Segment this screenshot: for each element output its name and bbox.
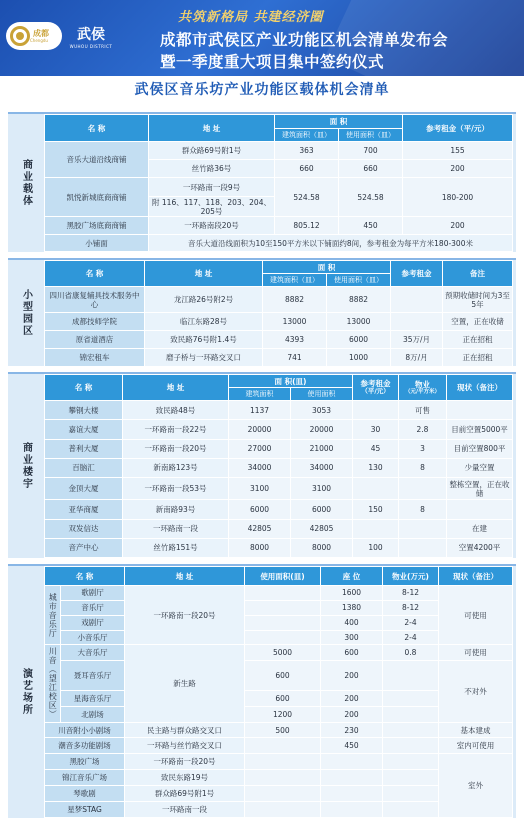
table-header-row <box>45 567 513 586</box>
commercial-building-section <box>8 372 516 558</box>
cell-address: 一环路南一段22号 <box>123 420 229 439</box>
logo-text: 成都 <box>33 29 49 38</box>
cell-status: 室内可使用 <box>439 738 513 754</box>
table-row <box>45 458 513 477</box>
table-row <box>45 519 513 538</box>
col-rent: 参考租金（平/元） <box>403 115 513 142</box>
cell-property: 8-12 <box>383 586 439 601</box>
cell-address: 一环路南一段53号 <box>123 478 229 500</box>
cell-building: 805.12 <box>275 217 339 235</box>
table-row <box>45 401 513 420</box>
table-row <box>45 738 513 754</box>
col-area: 面 积 <box>275 115 403 129</box>
table-row <box>45 235 513 252</box>
commercial-carrier-table <box>44 114 513 252</box>
cell-property: 8-12 <box>383 600 439 615</box>
cell-address: 民主路与群众路交叉口 <box>125 722 245 738</box>
banner-title-line2: 暨一季度重大项目集中签约仪式 <box>160 53 385 71</box>
cell-name: 普利大厦 <box>45 439 123 458</box>
cell-usable <box>245 738 321 754</box>
table-row <box>45 420 513 439</box>
section-label <box>8 260 44 366</box>
cell-usable: 5000 <box>245 645 321 661</box>
cell-rent: 155 <box>403 142 513 160</box>
venues-table <box>44 566 513 818</box>
col-name: 名 称 <box>45 115 149 142</box>
cell-rent: 180-200 <box>403 178 513 217</box>
cell-status: 空置4200平 <box>447 538 513 557</box>
cell-address: 一环路南一段 <box>123 519 229 538</box>
table-row <box>45 142 513 160</box>
cell-usable: 3053 <box>291 401 353 420</box>
cell-note: 正在招租 <box>443 331 513 349</box>
cell-usable <box>245 615 321 630</box>
table-row <box>45 661 513 691</box>
cell-building: 1137 <box>229 401 291 420</box>
cell-name: 琴歌剧 <box>45 786 125 802</box>
cell-usable: 700 <box>339 142 403 160</box>
cell-usable: 3100 <box>291 478 353 500</box>
cell-seats: 600 <box>321 645 383 661</box>
cell-property <box>383 770 439 786</box>
col-status: 现状（备注） <box>439 567 513 586</box>
table-row <box>45 538 513 557</box>
table-row <box>45 722 513 738</box>
cell-rent <box>353 401 399 420</box>
cell-rent <box>353 519 399 538</box>
cell-usable <box>245 770 321 786</box>
cell-note: 空置，正在收储 <box>443 313 513 331</box>
col-area: 面 积(皿) <box>229 375 353 388</box>
cell-name: 黑胶广场 <box>45 754 125 770</box>
cell-name: 音乐大道沿线商铺 <box>45 142 149 178</box>
cell-name: 大音乐厅 <box>61 645 125 661</box>
cell-name: 星海音乐厅 <box>61 690 125 706</box>
cell-usable: 600 <box>245 690 321 706</box>
cell-building: 34000 <box>229 458 291 477</box>
section-label <box>8 566 44 818</box>
cell-status: 少量空置 <box>447 458 513 477</box>
venue-group-text: 川音（望江校区） <box>48 647 58 720</box>
cell-building: 27000 <box>229 439 291 458</box>
wuhou-logo-sub: WUHOU DISTRICT <box>69 43 113 49</box>
venue-group-label <box>45 586 61 645</box>
cell-name: 戏剧厅 <box>61 615 125 630</box>
small-park-table <box>44 260 513 367</box>
cell-status: 可使用 <box>439 645 513 661</box>
cell-building: 8000 <box>229 538 291 557</box>
cell-rent: 8万/月 <box>391 349 443 367</box>
cell-rent <box>391 287 443 313</box>
col-property <box>399 375 447 401</box>
cell-seats <box>321 786 383 802</box>
col-property: 物业(万元) <box>383 567 439 586</box>
cell-address: 龙江路26号附2号 <box>145 287 263 313</box>
table-row <box>45 478 513 500</box>
col-name: 名 称 <box>45 261 145 287</box>
cell-address: 丝竹路151号 <box>123 538 229 557</box>
cell-note: 预期收储时间为3至5年 <box>443 287 513 313</box>
cell-property <box>383 722 439 738</box>
table-row <box>45 586 513 601</box>
cell-address: 一环路南一段20号 <box>125 586 245 645</box>
cell-name: 聂耳音乐厅 <box>61 661 125 691</box>
cell-building: 3100 <box>229 478 291 500</box>
small-park-section <box>8 258 516 366</box>
cell-property <box>383 754 439 770</box>
section-label-text: 商业楼宇 <box>20 442 32 490</box>
cell-name: 锦江音乐广场 <box>45 770 125 786</box>
cell-property <box>383 706 439 722</box>
col-usable-area: 使用面积 <box>291 388 353 401</box>
cell-status: 目前空置5000平 <box>447 420 513 439</box>
cell-usable: 42805 <box>291 519 353 538</box>
cell-name: 成都技师学院 <box>45 313 145 331</box>
cell-name: 星梦STAG <box>45 801 125 817</box>
cell-status: 整栋空置，正在收储 <box>447 478 513 500</box>
cell-name: 凯悦新城底商商铺 <box>45 178 149 217</box>
cell-name: 亚华商厦 <box>45 500 123 519</box>
cell-name: 歌剧厅 <box>61 586 125 601</box>
cell-name: 原省道酒店 <box>45 331 145 349</box>
cell-building: 6000 <box>229 500 291 519</box>
cell-name: 小铺面 <box>45 235 149 252</box>
cell-usable <box>245 600 321 615</box>
cell-property: 3 <box>399 439 447 458</box>
cell-building: 42805 <box>229 519 291 538</box>
cell-property: 8 <box>399 500 447 519</box>
table-row <box>45 500 513 519</box>
cell-property <box>383 801 439 817</box>
cell-building: 524.58 <box>275 178 339 217</box>
table-row <box>45 217 513 235</box>
chengdu-logo <box>6 22 62 50</box>
cell-rent: 130 <box>353 458 399 477</box>
table-row <box>45 754 513 770</box>
table-header-row <box>45 261 513 274</box>
cell-status: 基本建成 <box>439 722 513 738</box>
cell-status: 可使用 <box>439 586 513 645</box>
cell-name: 四川省康复辅具技术服务中心 <box>45 287 145 313</box>
cell-address: 群众路69号附1号 <box>125 786 245 802</box>
cell-property: 0.8 <box>383 645 439 661</box>
venue-group-label <box>45 645 61 722</box>
cell-desc: 音乐大道沿线面积为10至150平方米以下铺面约8间，参考租金为每平方米180-300米 <box>149 235 513 252</box>
cell-name: 攀钢大楼 <box>45 401 123 420</box>
cell-address: 群众路69号附1号 <box>149 142 275 160</box>
col-rent-unit: （平/元） <box>361 387 390 396</box>
cell-address: 一环路南一段 <box>125 801 245 817</box>
col-address: 地 址 <box>123 375 229 401</box>
cell-usable: 500 <box>245 722 321 738</box>
table-row <box>45 331 513 349</box>
banner <box>0 0 524 76</box>
table-row <box>45 287 513 313</box>
col-seats: 座 位 <box>321 567 383 586</box>
cell-building: 4393 <box>263 331 327 349</box>
banner-title-line1: 成都市武侯区产业功能区机会清单发布会 <box>160 31 449 49</box>
cell-usable <box>245 586 321 601</box>
cell-usable: 13000 <box>327 313 391 331</box>
col-building-area: 建筑面积 <box>229 388 291 401</box>
cell-usable: 8000 <box>291 538 353 557</box>
cell-usable: 21000 <box>291 439 353 458</box>
cell-building: 13000 <box>263 313 327 331</box>
cell-status <box>447 401 513 420</box>
cell-usable: 660 <box>339 160 403 178</box>
table-header-row <box>45 375 513 388</box>
cell-seats: 1380 <box>321 600 383 615</box>
cell-rent: 200 <box>403 217 513 235</box>
cell-address: 新生路 <box>125 645 245 722</box>
cell-usable: 1000 <box>327 349 391 367</box>
logo-sub: Chengdu <box>30 38 48 43</box>
col-rent-label: 参考租金 <box>360 379 391 389</box>
table-row <box>45 178 513 197</box>
commercial-building-table <box>44 374 513 558</box>
cell-seats: 300 <box>321 630 383 645</box>
cell-building: 363 <box>275 142 339 160</box>
cell-status: 不对外 <box>439 661 513 722</box>
cell-property <box>399 538 447 557</box>
page-title: 武侯区音乐坊产业功能区载体机会清单 <box>134 82 390 98</box>
cell-building: 660 <box>275 160 339 178</box>
cell-address: 新南路93号 <box>123 500 229 519</box>
col-note: 备注 <box>443 261 513 287</box>
cell-property <box>399 478 447 500</box>
cell-seats <box>321 754 383 770</box>
cell-name: 音乐厅 <box>61 600 125 615</box>
col-rent: 参考租金 <box>391 261 443 287</box>
cell-address: 一环路南一段20号 <box>125 754 245 770</box>
cell-name: 川音附小小剧场 <box>45 722 125 738</box>
cell-rent: 45 <box>353 439 399 458</box>
section-label-text: 商业载体 <box>20 159 32 207</box>
cell-property: 2.8 <box>399 420 447 439</box>
wuhou-logo <box>68 20 114 52</box>
cell-property <box>383 690 439 706</box>
table-row <box>45 645 513 661</box>
cell-note: 正在招租 <box>443 349 513 367</box>
col-usable-area: 使用面积（皿） <box>327 274 391 287</box>
cell-building: 8882 <box>263 287 327 313</box>
col-address: 地 址 <box>125 567 245 586</box>
cell-status: 目前空置800平 <box>447 439 513 458</box>
cell-seats: 400 <box>321 615 383 630</box>
section-label-text: 小型园区 <box>20 289 32 337</box>
cell-seats: 200 <box>321 661 383 691</box>
cell-usable <box>245 801 321 817</box>
cell-usable <box>245 754 321 770</box>
cell-seats <box>321 801 383 817</box>
venues-section <box>8 564 516 818</box>
cell-name: 金顶大厦 <box>45 478 123 500</box>
cell-usable <box>245 786 321 802</box>
cell-address: 致民路76号附1.4号 <box>145 331 263 349</box>
venue-group-text: 城市音乐厅 <box>48 592 58 638</box>
col-property-label: 物业 <box>415 379 430 389</box>
cell-seats: 200 <box>321 706 383 722</box>
cell-name: 潮音多功能剧场 <box>45 738 125 754</box>
cell-address: 一环路南一段20号 <box>123 439 229 458</box>
col-name: 名 称 <box>45 567 125 586</box>
cell-property: 8 <box>399 458 447 477</box>
cell-usable: 6000 <box>327 331 391 349</box>
col-address: 地 址 <box>149 115 275 142</box>
commercial-carrier-section <box>8 112 516 252</box>
sun-bird-icon <box>10 26 30 46</box>
cell-usable: 20000 <box>291 420 353 439</box>
col-address: 地 址 <box>145 261 263 287</box>
slogan: 共筑新格局 共建经济圈 <box>178 10 324 25</box>
cell-rent: 100 <box>353 538 399 557</box>
cell-property <box>383 661 439 691</box>
cell-seats <box>321 770 383 786</box>
cell-rent: 150 <box>353 500 399 519</box>
cell-usable: 450 <box>339 217 403 235</box>
cell-name: 北剧场 <box>61 706 125 722</box>
cell-address: 一环路南段20号 <box>149 217 275 235</box>
cell-status: 在建 <box>447 519 513 538</box>
cell-usable: 524.58 <box>339 178 403 217</box>
cell-seats: 450 <box>321 738 383 754</box>
cell-name: 双发信达 <box>45 519 123 538</box>
col-name: 名 称 <box>45 375 123 401</box>
cell-property <box>383 738 439 754</box>
cell-property: 2-4 <box>383 630 439 645</box>
cell-status: 室外 <box>439 754 513 818</box>
cell-usable: 6000 <box>291 500 353 519</box>
section-label <box>8 114 44 252</box>
cell-rent <box>353 478 399 500</box>
cell-property <box>383 786 439 802</box>
col-building-area: 建筑面积（皿） <box>275 128 339 142</box>
cell-usable: 34000 <box>291 458 353 477</box>
cell-building: 741 <box>263 349 327 367</box>
cell-usable <box>245 630 321 645</box>
cell-seats: 1600 <box>321 586 383 601</box>
table-row <box>45 349 513 367</box>
cell-address: 临江东路28号 <box>145 313 263 331</box>
cell-name: 嘉谊大厦 <box>45 420 123 439</box>
cell-seats: 200 <box>321 690 383 706</box>
col-area: 面 积 <box>263 261 391 274</box>
section-label <box>8 374 44 558</box>
cell-name: 音产中心 <box>45 538 123 557</box>
cell-rent: 35万/月 <box>391 331 443 349</box>
cell-address: 致民东路19号 <box>125 770 245 786</box>
col-usable-area: 使用面积(皿) <box>245 567 321 586</box>
cell-seats: 230 <box>321 722 383 738</box>
cell-name: 百脑汇 <box>45 458 123 477</box>
cell-usable: 1200 <box>245 706 321 722</box>
wuhou-logo-mark: 武侯 <box>77 26 105 43</box>
cell-address: 附 116、117、118、203、204、205号 <box>149 197 275 217</box>
table-row <box>45 313 513 331</box>
cell-status <box>447 500 513 519</box>
cell-property: 可售 <box>399 401 447 420</box>
cell-address: 磨子桥与一环路交叉口 <box>145 349 263 367</box>
table-row <box>45 439 513 458</box>
cell-usable: 600 <box>245 661 321 691</box>
cell-rent: 200 <box>403 160 513 178</box>
cell-name: 锦宏租车 <box>45 349 145 367</box>
col-property-unit: （元/平方米） <box>404 388 440 395</box>
cell-address: 新南路123号 <box>123 458 229 477</box>
cell-property: 2-4 <box>383 615 439 630</box>
col-usable-area: 使用面积（皿） <box>339 128 403 142</box>
col-rent <box>353 375 399 401</box>
col-status: 现状（备注） <box>447 375 513 401</box>
cell-rent: 30 <box>353 420 399 439</box>
col-building-area: 建筑面积（皿） <box>263 274 327 287</box>
cell-address: 一环路与丝竹路交叉口 <box>125 738 245 754</box>
cell-usable: 8882 <box>327 287 391 313</box>
cell-building: 20000 <box>229 420 291 439</box>
cell-property <box>399 519 447 538</box>
cell-name: 黑胶广场底商商铺 <box>45 217 149 235</box>
cell-address: 一环路南一段9号 <box>149 178 275 197</box>
section-label-text: 演艺场所 <box>20 668 32 716</box>
table-header-row <box>45 115 513 129</box>
cell-rent <box>391 313 443 331</box>
cell-address: 丝竹路36号 <box>149 160 275 178</box>
cell-address: 致民路48号 <box>123 401 229 420</box>
cell-name: 小音乐厅 <box>61 630 125 645</box>
